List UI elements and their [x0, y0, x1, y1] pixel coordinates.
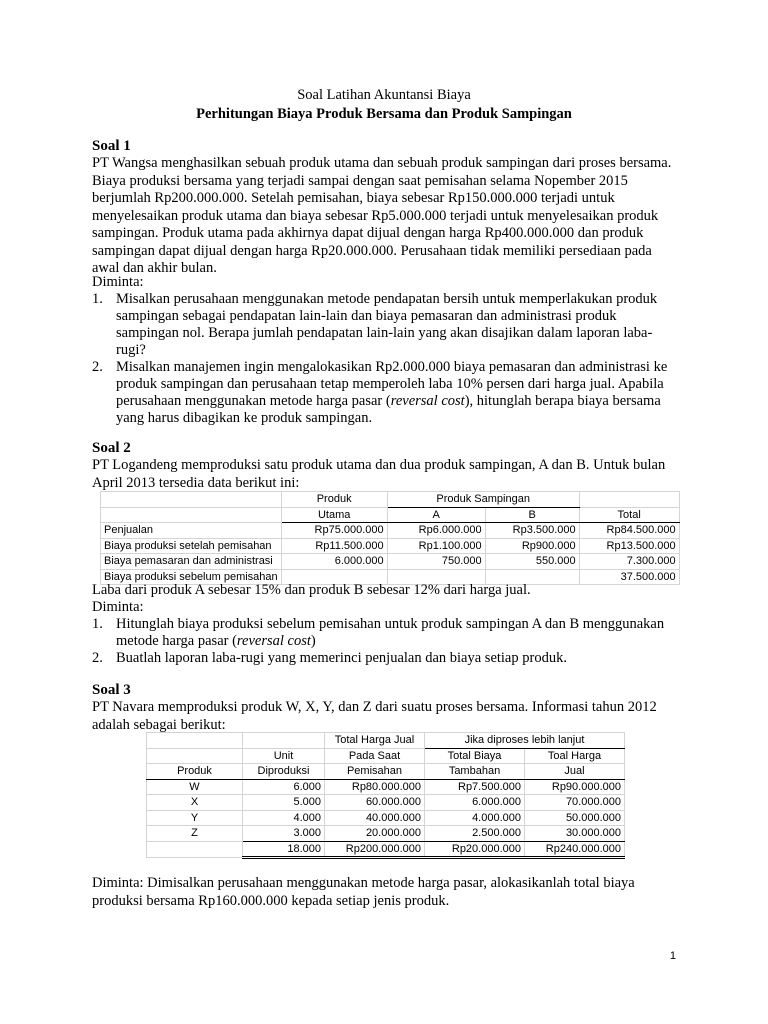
- list-item: 1. Misalkan perusahaan menggunakan metode pendapatan bersih untuk memperlakukan produk sampingan sebagai pendapatan lain-lain dan biaya pemasaran dan administrasi produk sampingan nol. Berapa jumlah pendapatan lain-lain yang akan disajikan dalam laporan laba-rugi?: [92, 291, 658, 358]
- table-row: W 6.000 Rp80.000.000 Rp7.500.000 Rp90.000.000: [147, 779, 625, 795]
- document-title: Soal Latihan Akuntansi Biaya: [297, 87, 471, 103]
- header-total-biaya: Total Biaya: [425, 748, 525, 764]
- table-row: [147, 748, 625, 764]
- list-item: 2. Misalkan manajemen ingin mengalokasikan Rp2.000.000 biaya pemasaran dan administrasi ke produk sampingan dan perusahaan tetap memperoleh laba 10% persen dari harga jual. Apabila perusahaan menggunakan metode harga pasar (reversal cost), hitunglah berapa biaya bersama yang harus dibagikan ke produk sampingan.: [92, 359, 668, 426]
- soal1-paragraph: PT Wangsa menghasilkan sebuah produk utama dan sebuah produk sampingan dari proses bersama. Biaya produksi bersama yang terjadi sampai dengan saat pemisahan selama Nopember 2015 berjumlah Rp200.000.000. Setelah pemisahan, biaya sebesar Rp150.000.000 terjadi untuk menyelesaikan produk utama dan biaya sebesar Rp5.000.000 terjadi untuk menyelesaikan produk sampingan. Produk utama pada akhirnya dapat dijual dengan harga Rp400.000.000 dan produk sampingan dapat dijual dengan harga Rp20.000.000. Perusahaan tidak memiliki persediaan pada awal dan akhir bulan.: [92, 155, 672, 276]
- header-produk: Produk: [281, 492, 387, 508]
- header-utama: Utama: [281, 507, 387, 523]
- table-row: Biaya produksi setelah pemisahan Rp11.500.000 Rp1.100.000 Rp900.000 Rp13.500.000: [101, 538, 680, 554]
- soal3-diminta: Diminta: Dimisalkan perusahaan menggunakan metode harga pasar, alokasikanlah total biaya produksi bersama Rp160.000.000 kepada setiap jenis produk.: [92, 875, 635, 909]
- table-row: [147, 764, 625, 780]
- soal2-question-list: [92, 616, 682, 667]
- soal1-heading: Soal 1: [92, 138, 131, 154]
- soal2-after-table: Laba dari produk A sebesar 15% dan produk B sebesar 12% dari harga jual.: [92, 582, 531, 598]
- table-row: [101, 507, 680, 523]
- table-row: Penjualan Rp75.000.000 Rp6.000.000 Rp3.500.000 Rp84.500.000: [101, 523, 680, 539]
- soal1-question-list: [92, 291, 682, 427]
- header-total: Total: [579, 507, 679, 523]
- header-pemisahan: Pemisahan: [325, 764, 425, 780]
- soal3-table: [146, 732, 625, 859]
- soal3-heading: Soal 3: [92, 682, 131, 698]
- header-unit: Unit: [243, 748, 325, 764]
- table-row: X 5.000 60.000.000 6.000.000 70.000.000: [147, 795, 625, 811]
- header-toal-harga: Toal Harga: [525, 748, 625, 764]
- soal2-paragraph: PT Logandeng memproduksi satu produk utama dan dua produk sampingan, A dan B. Untuk bulan April 2013 tersedia data berikut ini:: [92, 457, 666, 491]
- soal2-heading: Soal 2: [92, 440, 131, 456]
- soal1-diminta: Diminta:: [92, 274, 144, 290]
- soal2-diminta: Diminta:: [92, 599, 144, 615]
- soal3-paragraph: PT Navara memproduksi produk W, X, Y, dan Z dari suatu proses bersama. Informasi tahun 2012 adalah sebagai berikut:: [92, 699, 657, 733]
- header-jika-diproses: Jika diproses lebih lanjut: [425, 733, 625, 749]
- header-a: A: [387, 507, 485, 523]
- soal2-table: [100, 491, 680, 585]
- list-item: 1. Hitunglah biaya produksi sebelum pemisahan untuk produk sampingan A dan B menggunakan metode harga pasar (reversal cost): [92, 616, 665, 649]
- header-jual: Jual: [525, 764, 625, 780]
- header-total-harga-jual: Total Harga Jual: [325, 733, 425, 749]
- table-row: [101, 492, 680, 508]
- header-produk: Produk: [147, 764, 243, 780]
- table-row: Biaya pemasaran dan administrasi 6.000.000 750.000 550.000 7.300.000: [101, 554, 680, 570]
- list-item: 2. Buatlah laporan laba-rugi yang memerinci penjualan dan biaya setiap produk.: [92, 650, 567, 666]
- document-subtitle: Perhitungan Biaya Produk Bersama dan Produk Sampingan: [196, 106, 572, 122]
- table-row: [147, 733, 625, 749]
- table-row: Y 4.000 40.000.000 4.000.000 50.000.000: [147, 810, 625, 826]
- header-b: B: [485, 507, 579, 523]
- header-tambahan: Tambahan: [425, 764, 525, 780]
- table-row-total: 18.000 Rp200.000.000 Rp20.000.000 Rp240.000.000: [147, 841, 625, 858]
- header-diproduksi: Diproduksi: [243, 764, 325, 780]
- page-number: 1: [669, 950, 676, 962]
- table-row: Biaya produksi sebelum pemisahan 37.500.000: [101, 569, 680, 585]
- header-produk-sampingan: Produk Sampingan: [387, 492, 579, 508]
- table-row: Z 3.000 20.000.000 2.500.000 30.000.000: [147, 826, 625, 842]
- header-pada-saat: Pada Saat: [325, 748, 425, 764]
